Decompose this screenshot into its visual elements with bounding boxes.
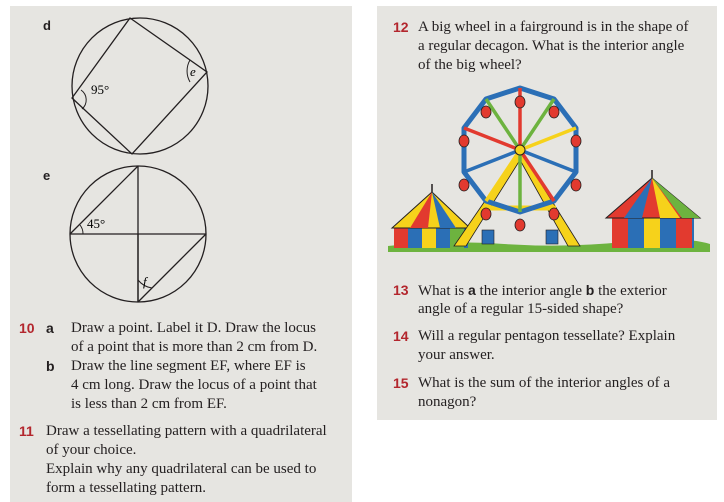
- question-10-a-label: a: [46, 320, 54, 336]
- question-13-line-2: angle of a regular 15-sided shape?: [418, 301, 624, 317]
- angle-95-label: 95°: [91, 82, 110, 97]
- angle-45-label: 45°: [87, 216, 106, 231]
- angle-e-label: e: [190, 64, 196, 79]
- question-13-number: 13: [393, 282, 409, 298]
- question-10-a-line-1: Draw a point. Label it D. Draw the locus: [71, 320, 316, 336]
- question-10-b-line-3: is less than 2 cm from EF.: [71, 396, 227, 412]
- question-11-line-1: Draw a tessellating pattern with a quadrilateral: [46, 423, 327, 439]
- angle-f-label: f: [143, 274, 147, 289]
- question-12-line-2: a regular decagon. What is the interior angle: [418, 38, 685, 54]
- question-14-number: 14: [393, 328, 409, 344]
- question-15-line-1: What is the sum of the interior angles of a: [418, 375, 671, 391]
- part-label-d: d: [43, 18, 51, 33]
- question-11-number: 11: [19, 423, 34, 439]
- question-10-b-line-1: Draw the line segment EF, where EF is: [71, 358, 306, 374]
- circle-diagram-d: [60, 10, 220, 160]
- question-11-line-4: form a tessellating pattern.: [46, 480, 206, 496]
- question-15-number: 15: [393, 375, 409, 391]
- left-tent: [392, 184, 470, 248]
- question-11-line-2: of your choice.: [46, 442, 137, 458]
- question-14-line-1: Will a regular pentagon tessellate? Explain: [418, 328, 676, 344]
- circle-diagram-e: [60, 160, 220, 310]
- right-tent: [606, 170, 700, 248]
- question-12-number: 12: [393, 19, 409, 35]
- question-10-a-line-2: of a point that is more than 2 cm from D.: [71, 339, 318, 355]
- question-12-line-3: of the big wheel?: [418, 57, 522, 73]
- question-12-line-1: A big wheel in a fairground is in the shape of: [418, 19, 689, 35]
- part-label-e: e: [43, 168, 51, 183]
- fairground-illustration: [384, 80, 714, 260]
- question-10-number: 10: [19, 320, 35, 336]
- question-10-b-label: b: [46, 358, 55, 374]
- question-13-line-1: What is a the interior angle b the exterior: [418, 282, 667, 299]
- question-10-b-line-2: 4 cm long. Draw the locus of a point that: [71, 377, 317, 393]
- question-14-line-2: your answer.: [418, 347, 495, 363]
- question-15-line-2: nonagon?: [418, 394, 477, 410]
- question-11-line-3: Explain why any quadrilateral can be used to: [46, 461, 317, 477]
